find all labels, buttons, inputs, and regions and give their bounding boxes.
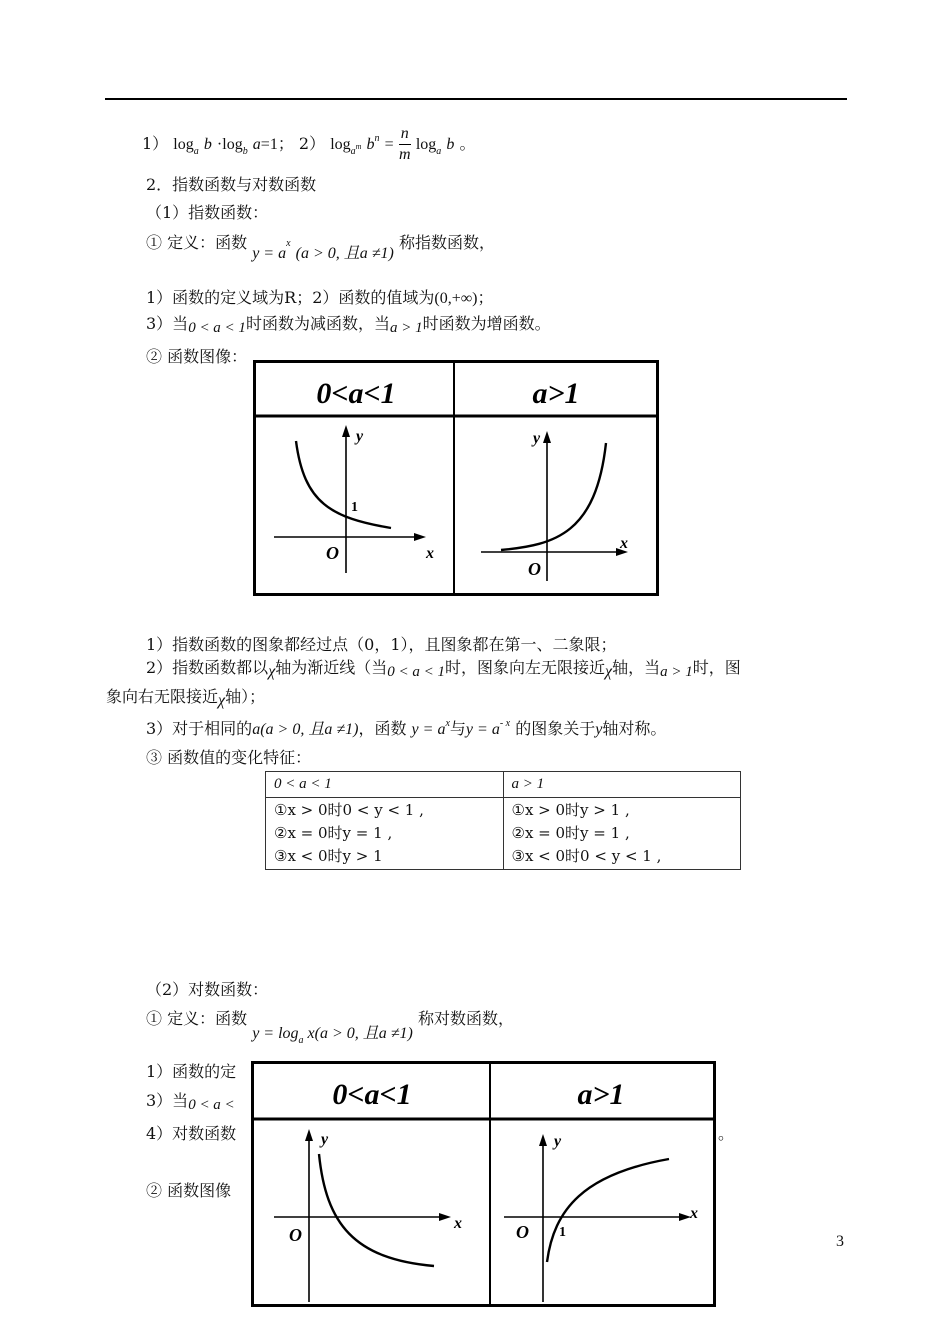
exp-right-origin-label: O [528,559,541,579]
log-identities-line: 1） $\log_a b \cdot\log_b$ a=1； 2） $\log_am$ $b^n$ = $\frac{n}{m}$ $\log_a b$ 。 [142,125,476,163]
exp-domain-range: 1）函数的定义域为R；2）函数的值域为(0,+∞)； [146,288,494,307]
exp-left-origin-label: O [326,543,339,563]
arrow-up-icon [539,1134,547,1146]
table-row [266,798,741,870]
log-heading: （2）对数函数： [146,980,269,999]
arrow-up-icon [305,1129,313,1141]
arrow-up-icon [342,425,350,437]
exp-increasing-curve [501,443,606,550]
section-title: 2．指数函数与对数函数 [146,175,317,194]
log-decreasing-curve [319,1154,434,1266]
exp-right-y-label: y [533,430,541,447]
arrow-right-icon [439,1213,451,1221]
log-line-4: 4）对数函数 [146,1124,237,1143]
table-header-row [266,772,741,798]
exp-monotonicity: 3）当0 < a < 1时函数为减函数，当a > 1时函数为增函数。 [146,314,551,336]
log-right-header: a>1 [577,1078,625,1111]
exp-graph-label: ② 函数图像： [146,347,248,366]
arrow-up-icon [543,431,551,443]
exp-heading: （1）指数函数： [146,203,269,222]
log-function-figure [251,1061,716,1307]
exp-left-x-label: x [426,545,434,562]
log-right-x-label: x [690,1205,698,1222]
exp-right-header: a>1 [532,377,580,410]
table-header-cell: 0 < a < 1 [266,772,504,798]
log-left-y-label: y [321,1131,329,1148]
exp-function-figure [253,360,659,596]
table-cell: ①x > 0时0 < y < 1 , ②x = 0时y = 1 , ③x < 0时y > 1 [266,798,504,870]
exp-left-header: 0<a<1 [316,377,396,410]
log-line-1: 1）函数的定 [146,1062,237,1081]
log-left-header: 0<a<1 [332,1078,412,1111]
log-line-4-end: 。 [718,1124,735,1143]
log-line-3: 3）当0 < a < [146,1091,235,1113]
log-increasing-curve [547,1159,669,1262]
exp-left-y-label: y [356,428,364,445]
exp-change-label: ③ 函数值的变化特征： [146,748,312,767]
exp-decreasing-curve [296,441,391,528]
arrow-right-icon [414,533,426,541]
exp-property-3: 3）对于相同的a(a > 0, 且a ≠1)，函数 $y = a^x$与$y = a^{- x}$ 的图象关于y轴对称。 [146,718,667,738]
table-cell: ①x > 0时y > 1 , ②x = 0时y = 1 , ③x < 0时0 < y < 1 , [503,798,741,870]
page-number: 3 [836,1233,844,1250]
header-rule [105,98,847,100]
exp-definition: ① 定义：函数 y = ax (a > 0, 且a ≠1) 称指数函数， [146,233,495,262]
exp-left-one-label: 1 [351,500,358,515]
exp-property-1: 1）指数函数的图象都经过点（0，1），且图象都在第一、二象限； [146,635,617,654]
log-definition: ① 定义：函数 $y = \log_a x(a > 0$, 且a ≠1) 称对数函数， [146,1009,514,1046]
exp-property-2-cont: 象向右无限接近χ轴）； [106,687,266,709]
log-left-origin-label: O [289,1225,302,1245]
log-left-x-label: x [454,1215,462,1232]
exp-value-table [265,771,741,870]
exp-property-2: 2）指数函数都以χ轴为渐近线（当0 < a < 1时，图象向左无限接近χ轴，当a > 1时，图 [146,658,741,680]
log-right-y-label: y [554,1133,562,1150]
fraction-n-over-m: $\frac{n}{m}$ [398,125,411,163]
log-graph-label: ② 函数图像 [146,1181,232,1200]
exp-right-x-label: x [620,535,628,552]
table-header-cell: a > 1 [503,772,741,798]
log-right-one-label: 1 [559,1225,566,1240]
log-right-origin-label: O [516,1222,529,1242]
